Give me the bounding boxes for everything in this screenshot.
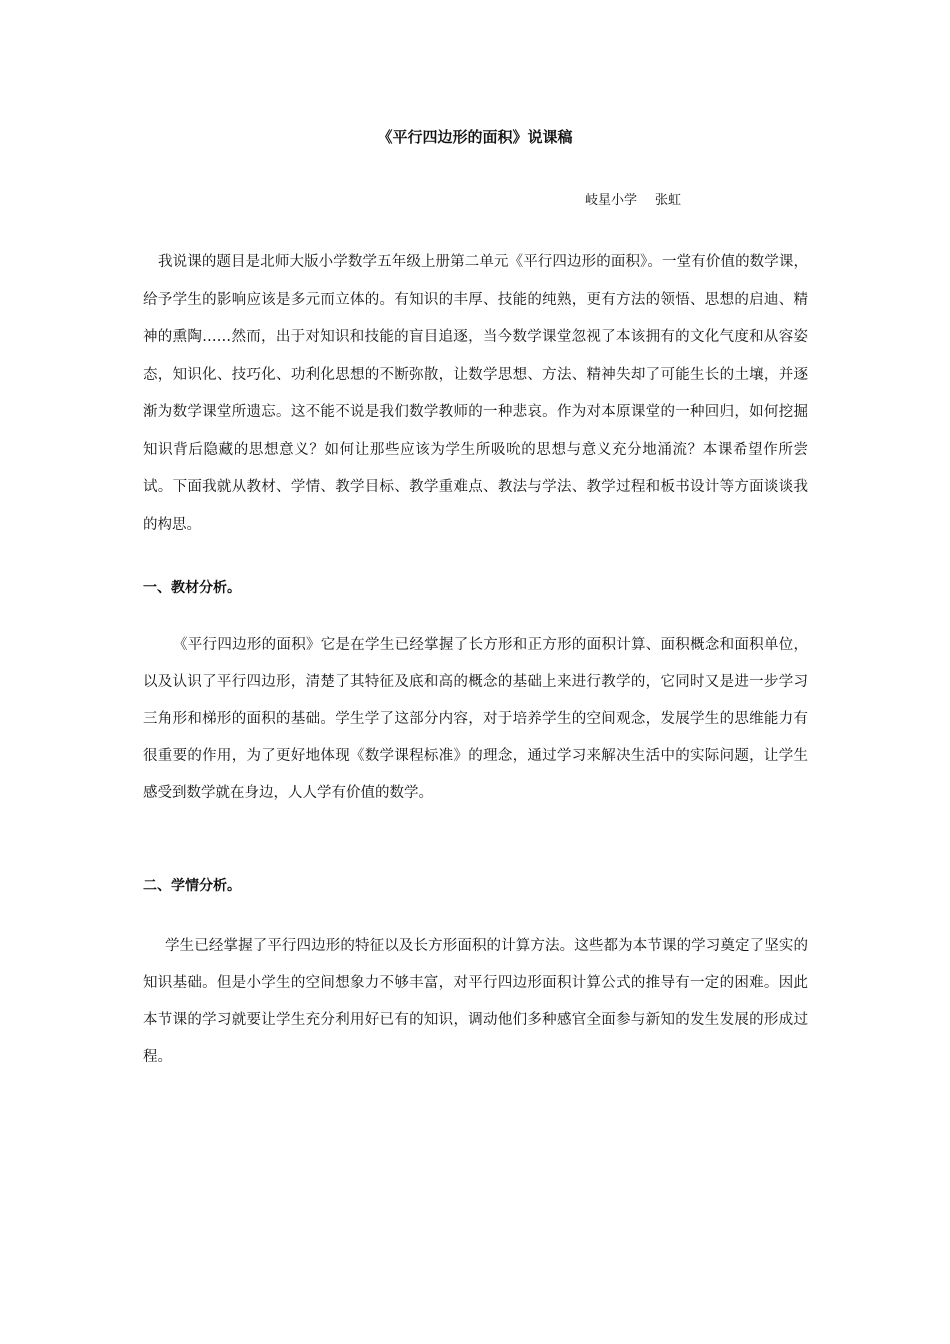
- students-paragraph: 学生已经掌握了平行四边形的特征以及长方形面积的计算方法。这些都为本节课的学习奠定了坚实的知识基础。但是小学生的空间想象力不够丰富，对平行四边形面积计算公式的推导有一定的困难。因此本节课的学习就要让学生充分利用好已有的知识，调动他们多种感官全面参与新知的发生发展的形成过程。: [143, 938, 808, 1065]
- section-heading-students: 二、学情分析。: [143, 878, 241, 894]
- materials-paragraph: 《平行四边形的面积》它是在学生已经掌握了长方形和正方形的面积计算、面积概念和面积单位，以及认识了平行四边形，清楚了其特征及底和高的概念的基础上来进行教学的，它同时又是进一步学习三角形和梯形的面积的基础。学生学了这部分内容，对于培养学生的空间观念，发展学生的思维能力有很重要的作用，为了更好地体现《数学课程标准》的理念，通过学习来解决生活中的实际问题，让学生感受到数学就在身边，人人学有价值的数学。: [143, 637, 808, 801]
- author-line: [585, 189, 681, 208]
- document-title: 《平行四边形的面积》说课稿: [377, 128, 573, 146]
- intro-paragraph: 我说课的题目是北师大版小学数学五年级上册第二单元《平行四边形的面积》。一堂有价值的数学课，给予学生的影响应该是多元而立体的。有知识的丰厚、技能的纯熟，更有方法的领悟、思想的启迪、精神的熏陶……然而，出于对知识和技能的盲目追逐，当今数学课堂忽视了本该拥有的文化气度和从容姿态，知识化、技巧化、功利化思想的不断弥散，让数学思想、方法、精神失却了可能生长的土壤，并逐渐为数学课堂所遗忘。这不能不说是我们数学教师的一种悲哀。作为对本原课堂的一种回归，如何挖掘知识背后隐藏的思想意义？如何让那些应该为学生所吸吮的思想与意义充分地涌流？本课希望作所尝试。下面我就从教材、学情、教学目标、教学重难点、教法与学法、教学过程和板书设计等方面谈谈我的构思。: [143, 254, 808, 533]
- section-heading-materials: 一、教材分析。: [143, 580, 241, 596]
- author-name: 张虹: [655, 193, 682, 208]
- author-school: 岐星小学: [585, 193, 638, 208]
